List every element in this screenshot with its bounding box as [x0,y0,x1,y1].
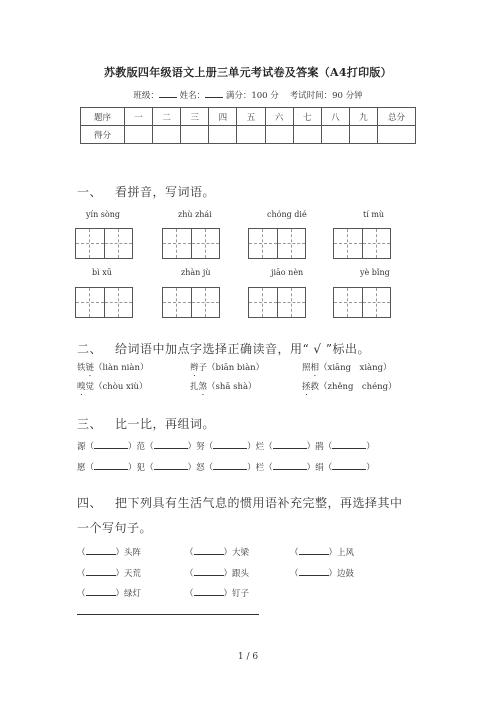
pronunciation-item[interactable]: 扎煞（shā shà） [190,382,257,392]
writing-box[interactable] [248,287,306,318]
writing-box[interactable] [162,287,220,318]
full-score: 满分：100 分 [225,91,279,101]
class-label: 班级： [133,91,159,101]
section-4-heading: 四、 把下列具有生活气息的惯用语补充完整，再选择其中 [77,496,403,510]
score-cell[interactable] [349,126,377,144]
header-cell: 一 [125,108,153,126]
header-cell: 总分 [378,108,416,126]
compare-row: 愿（ ）犯（ ）怒（ ）栏（ ）绢（ ） [77,463,375,473]
answer-blank[interactable] [273,440,307,449]
header-cell: 四 [209,108,237,126]
header-cell: 题序 [81,108,125,126]
answer-blank[interactable] [94,440,128,449]
writing-box[interactable] [248,228,306,259]
header-cell: 七 [293,108,321,126]
score-cell[interactable] [125,126,153,144]
answer-blank[interactable] [213,440,247,449]
idiom-item[interactable]: （ ）上风 [290,548,355,558]
answer-blank[interactable] [213,461,247,470]
writing-box[interactable] [333,228,391,259]
idiom-item[interactable]: （ ）天荒 [77,569,142,579]
score-cell[interactable] [321,126,349,144]
idiom-item[interactable]: （ ）大梁 [185,548,250,558]
section-2-heading: 二、 给词语中加点字选择正确读音，用“ √ ”标出。 [77,342,371,356]
answer-blank[interactable] [154,461,188,470]
idiom-item[interactable]: （ ）边鼓 [290,569,355,579]
idiom-item[interactable]: （ ）头阵 [77,548,142,558]
header-cell: 六 [265,108,293,126]
pinyin-label: yè bǐng [360,268,390,277]
answer-blank[interactable] [273,461,307,470]
header-cell: 五 [237,108,265,126]
pronunciation-item[interactable]: 铁链（liàn niàn） [77,363,149,373]
answer-blank[interactable] [154,440,188,449]
answer-blank[interactable] [94,461,128,470]
pronunciation-item[interactable]: 辫子（biān biàn） [190,363,265,373]
page-number: 1 / 6 [237,652,259,662]
pinyin-label: tí mù [363,210,385,219]
score-row-label: 得分 [81,126,125,144]
name-label: 姓名： [179,91,206,101]
score-row [81,126,416,144]
pinyin-label: zhù zhái [178,210,212,219]
idiom-item[interactable]: （ ）跟头 [185,569,250,579]
score-table [80,107,416,144]
exam-info [0,89,496,101]
writing-box[interactable] [75,228,133,259]
answer-blank[interactable] [332,461,366,470]
pronunciation-item[interactable]: 拯救（zhěng chéng） [302,382,397,392]
section-1-heading: 一、 看拼音，写词语。 [77,185,215,199]
score-cell[interactable] [181,126,209,144]
pronunciation-item[interactable]: 照相（xiāng xiàng） [302,363,392,373]
pinyin-label: jiāo nèn [271,268,304,277]
writing-box[interactable] [75,287,133,318]
pronunciation-item[interactable]: 嗅觉（chòu xiù） [77,382,148,392]
writing-box[interactable] [162,228,220,259]
pinyin-label: chóng dié [267,210,307,219]
exam-time: 考试时间：90 分钟 [289,91,363,101]
score-header-row [81,108,416,126]
header-cell: 八 [321,108,349,126]
page-title: 苏教版四年级语文上册三单元考试卷及答案（A4打印版） [104,66,392,79]
idiom-item[interactable]: （ ）绿灯 [77,589,142,599]
section-4-heading-cont: 一个写句子。 [77,521,153,535]
sentence-answer-line[interactable] [77,614,259,615]
answer-blank[interactable] [332,440,366,449]
idiom-item[interactable]: （ ）钉子 [185,589,250,599]
score-cell[interactable] [153,126,181,144]
class-blank [159,89,177,98]
pinyin-label: zhàn jù [181,268,211,277]
writing-box[interactable] [333,287,391,318]
score-cell[interactable] [293,126,321,144]
header-cell: 九 [349,108,377,126]
score-cell[interactable] [265,126,293,144]
score-cell[interactable] [378,126,416,144]
section-3-heading: 三、 比一比，再组词。 [77,417,215,431]
compare-row: 源（ ）范（ ）努（ ）烂（ ）鹃（ ） [77,442,375,452]
name-blank [205,89,223,98]
pinyin-label: bì xū [92,268,112,277]
header-cell: 二 [153,108,181,126]
header-cell: 三 [181,108,209,126]
score-cell[interactable] [209,126,237,144]
score-cell[interactable] [237,126,265,144]
pinyin-label: yín sòng [86,210,120,219]
